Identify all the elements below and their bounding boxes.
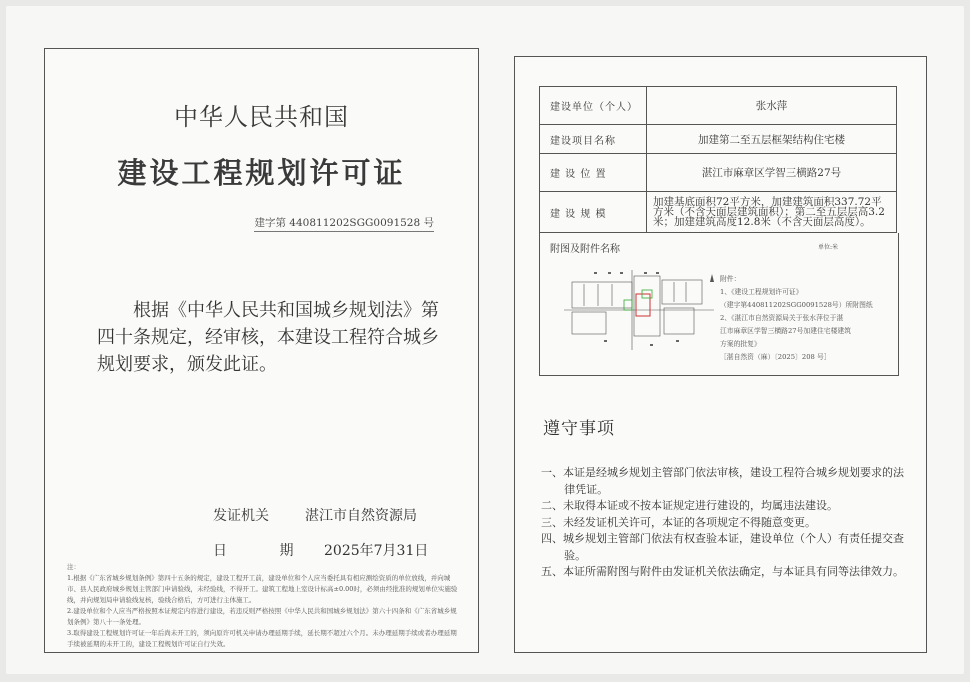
table-row — [540, 192, 897, 233]
note-line: 1.根据《广东省城乡规划条例》第四十五条的规定，建设工程开工前，建设单位和个人应当委托具有相应测绘资质的单位放线，并向城市、县人民政府城乡规划主管部门申请验线，未经验线，不得开工。建筑工程地上室设计标高±0.00时，必须由经批准的规划单位实施验线，并向规划局申请验线复核，验线合格后，方可进行主体施工。 — [67, 574, 458, 604]
row-label: 建 设 规 模 — [540, 192, 647, 233]
issuer-row — [213, 505, 417, 525]
attachment-line: （建字第440811202SGG0091528号）所附图纸 — [720, 301, 873, 309]
rule-item: 四、城乡规划主管部门依法有权查验本证，建设单位（个人）有责任提交查验。 — [541, 532, 904, 562]
row-label: 建 设 位 置 — [540, 154, 647, 192]
note-line: 3.取得建设工程规划许可证一年后尚未开工的，须向原许可机关申请办理延期手续，延长期不超过六个月。未办理延期手续或者办理延期手续被延期的未开工的，建设工程规划许可证自行失效。 — [67, 629, 457, 648]
site-plan-map — [564, 270, 724, 354]
certificate-number: 建字第 440811202SGG0091528 号 — [254, 215, 434, 232]
attachment-line: 附件： — [720, 275, 741, 283]
certificate-detail-page — [514, 56, 927, 653]
date-value: 2025年7月31日 — [324, 543, 429, 559]
attachment-notes — [720, 273, 892, 364]
rules-list — [541, 465, 913, 581]
note-line: 注： — [67, 563, 80, 571]
attachment-line: ［湛自然资（麻）〔2025〕208 号］ — [720, 353, 831, 361]
project-name-value: 加建第二至五层框架结构住宅楼 — [647, 125, 897, 154]
obey-title: 遵守事项 — [543, 419, 615, 439]
rule-item: 一、本证是经城乡规划主管部门依法审核，建设工程符合城乡规划要求的法律凭证。 — [541, 466, 904, 496]
attachment-title: 附图及附件名称 — [550, 244, 620, 255]
issuer-label: 发证机关 — [213, 508, 269, 524]
attachment-line: 江市麻章区学智三横路27号加建住宅楼建筑 — [720, 327, 851, 335]
attachment-line: 方案的批复》 — [720, 340, 761, 348]
rule-item: 三、未经发证机关许可，本证的各项规定不得随意变更。 — [541, 515, 816, 529]
applicant-value: 张水萍 — [647, 87, 897, 125]
certificate-front-page — [44, 48, 479, 653]
certificate-title: 建设工程规划许可证 — [117, 156, 406, 190]
attachment-section — [539, 233, 899, 376]
certificate-body: 根据《中华人民共和国城乡规划法》第四十条规定，经审核，本建设工程符合城乡规划要求，颁发此证。 — [97, 300, 439, 375]
issuer-value: 湛江市自然资源局 — [305, 508, 417, 524]
table-row — [540, 125, 897, 154]
table-row — [540, 87, 897, 125]
row-label: 建设单位（个人） — [540, 87, 647, 125]
location-value: 湛江市麻章区学智三横路27号 — [647, 154, 897, 192]
document-sheet — [6, 6, 964, 674]
attachment-line: 2、《湛江市自然资源局关于张水萍位于湛 — [720, 314, 844, 322]
note-line: 2.建设单位和个人应当严格按照本证规定内容进行建设，若违反则严格按照《中华人民共和国城乡规划法》第六十四条和《广东省城乡规划条例》第八十一条处理。 — [67, 607, 457, 626]
row-label: 建设项目名称 — [540, 125, 647, 154]
attachment-line: 1、《建设工程规划许可证》 — [720, 288, 803, 296]
rule-item: 五、本证所需附图与附件由发证机关依法确定，与本证具有同等法律效力。 — [541, 565, 904, 578]
rule-item: 二、未取得本证或不按本证规定进行建设的，均属违法建设。 — [541, 499, 838, 512]
country-name: 中华人民共和国 — [174, 103, 349, 131]
site-plan-drawing — [564, 270, 724, 354]
project-info-table — [539, 86, 897, 233]
unit-label: 单位:米 — [818, 244, 839, 251]
scale-value: 加建基底面积72平方米，加建建筑面积337.72平方米（不含天面层建筑面积）；第二至五层层高3.2米；加建建筑高度12.8米（不含天面层高度）。 — [647, 192, 897, 233]
date-label: 日 期 — [213, 543, 318, 559]
notes — [67, 562, 462, 650]
date-row — [213, 540, 443, 560]
table-row — [540, 154, 897, 192]
